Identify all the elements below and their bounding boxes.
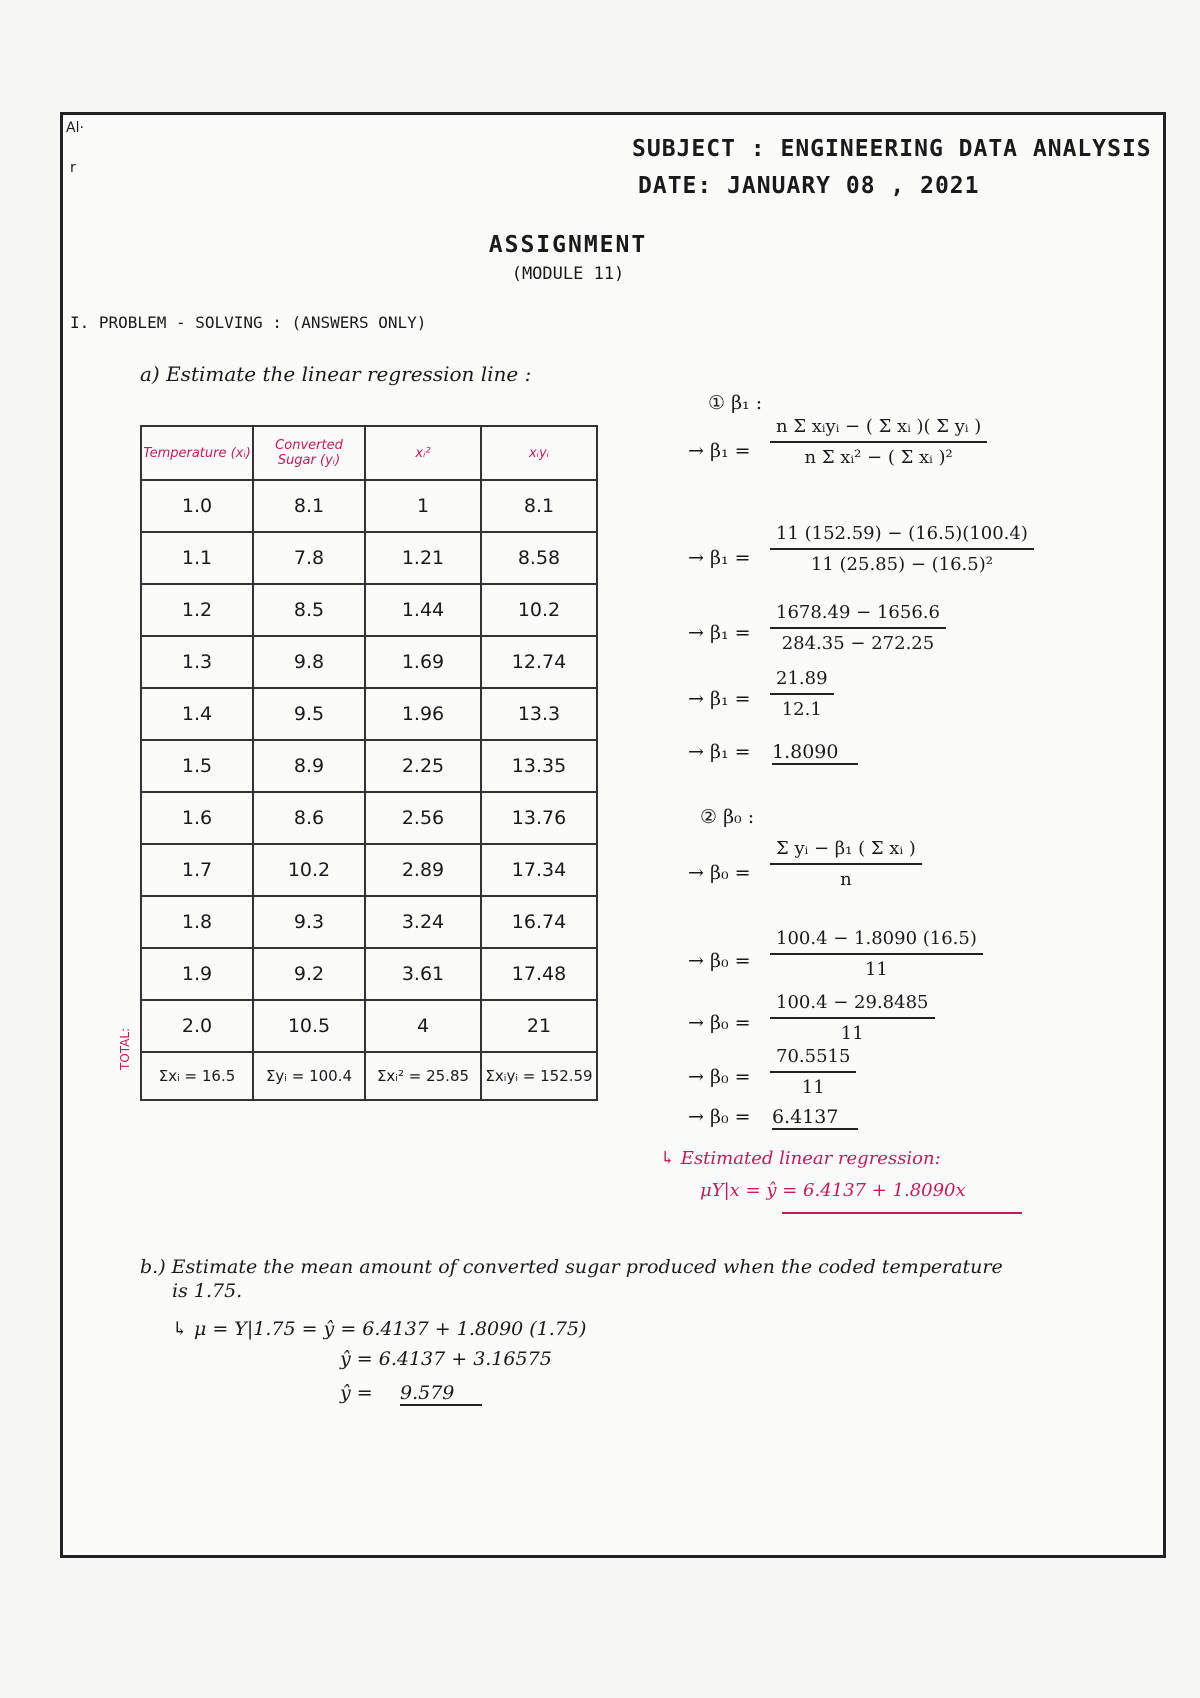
cell-temperature: 1.5 bbox=[141, 740, 253, 792]
cell-x-squared: 2.56 bbox=[365, 792, 481, 844]
col-temperature: Temperature (xᵢ) bbox=[141, 426, 253, 480]
beta1-step3-denominator: 12.1 bbox=[781, 699, 822, 720]
cell-x-squared: 1.21 bbox=[365, 532, 481, 584]
beta0-step3-denominator: 11 bbox=[801, 1077, 825, 1098]
cell-xy: 8.1 bbox=[481, 480, 597, 532]
cell-xy: 21 bbox=[481, 1000, 597, 1052]
cell-converted-sugar: 7.8 bbox=[253, 532, 365, 584]
cell-xy: 17.48 bbox=[481, 948, 597, 1000]
col-x-squared: xᵢ² bbox=[365, 426, 481, 480]
cell-temperature: 1.8 bbox=[141, 896, 253, 948]
estimated-underline bbox=[782, 1212, 1022, 1214]
beta1-lhs-1: → β₁ = bbox=[688, 440, 751, 462]
corner-mark: Al· bbox=[66, 120, 84, 136]
corner-mark-2: r bbox=[70, 160, 76, 176]
beta1-substitution bbox=[770, 523, 1034, 575]
cell-temperature: 1.4 bbox=[141, 688, 253, 740]
part-b-question-2: is 1.75. bbox=[172, 1280, 243, 1302]
cell-temperature: 1.1 bbox=[141, 532, 253, 584]
beta1-lhs-5: → β₁ = bbox=[688, 741, 751, 763]
beta0-step2-numerator: 100.4 − 29.8485 bbox=[770, 992, 935, 1019]
beta1-step3 bbox=[770, 668, 834, 720]
beta0-formula-numerator: Σ yᵢ − β₁ ( Σ xᵢ ) bbox=[770, 838, 922, 865]
cell-temperature: 1.0 bbox=[141, 480, 253, 532]
beta0-formula-denominator: n bbox=[840, 869, 852, 890]
cell-xy: 17.34 bbox=[481, 844, 597, 896]
beta0-step3 bbox=[770, 1046, 856, 1098]
cell-temperature: 1.9 bbox=[141, 948, 253, 1000]
beta0-lhs-3: → β₀ = bbox=[688, 1012, 751, 1034]
cell-xy: 16.74 bbox=[481, 896, 597, 948]
cell-xy: 12.74 bbox=[481, 636, 597, 688]
table-header-row bbox=[141, 426, 597, 480]
table-row bbox=[141, 896, 597, 948]
table-body bbox=[141, 480, 597, 1052]
cell-converted-sugar: 8.1 bbox=[253, 480, 365, 532]
beta1-step2-numerator: 1678.49 − 1656.6 bbox=[770, 602, 946, 629]
table-row bbox=[141, 792, 597, 844]
table-row bbox=[141, 584, 597, 636]
beta1-formula-numerator: n Σ xᵢyᵢ − ( Σ xᵢ )( Σ yᵢ ) bbox=[770, 416, 987, 443]
table-row bbox=[141, 1000, 597, 1052]
estimated-equation: μY|x = ŷ = 6.4137 + 1.8090x bbox=[700, 1180, 966, 1201]
table-row bbox=[141, 480, 597, 532]
cell-converted-sugar: 8.6 bbox=[253, 792, 365, 844]
beta1-heading: ① β₁ : bbox=[708, 392, 763, 414]
total-label: TOTAL: bbox=[118, 1027, 132, 1070]
beta0-result: 6.4137 bbox=[772, 1106, 858, 1130]
cell-converted-sugar: 8.5 bbox=[253, 584, 365, 636]
beta1-sub-denominator: 11 (25.85) − (16.5)² bbox=[810, 554, 993, 575]
assignment-title: ASSIGNMENT bbox=[488, 232, 648, 258]
cell-xy: 10.2 bbox=[481, 584, 597, 636]
part-b-answer: 9.579 bbox=[400, 1382, 482, 1406]
cell-converted-sugar: 9.8 bbox=[253, 636, 365, 688]
cell-temperature: 1.6 bbox=[141, 792, 253, 844]
total-xy: Σxᵢyᵢ = 152.59 bbox=[481, 1052, 597, 1100]
cell-x-squared: 2.89 bbox=[365, 844, 481, 896]
cell-x-squared: 1.96 bbox=[365, 688, 481, 740]
part-a-label: a) Estimate the linear regression line : bbox=[140, 362, 532, 386]
beta0-step2 bbox=[770, 992, 935, 1044]
beta1-lhs-4: → β₁ = bbox=[688, 688, 751, 710]
beta1-step3-numerator: 21.89 bbox=[770, 668, 834, 695]
cell-temperature: 1.2 bbox=[141, 584, 253, 636]
cell-xy: 8.58 bbox=[481, 532, 597, 584]
cell-converted-sugar: 8.9 bbox=[253, 740, 365, 792]
table-row bbox=[141, 844, 597, 896]
part-b-line1: ↳ μ = Y|1.75 = ŷ = 6.4137 + 1.8090 (1.75) bbox=[172, 1318, 587, 1340]
cell-x-squared: 1.44 bbox=[365, 584, 481, 636]
beta0-heading: ② β₀ : bbox=[700, 806, 755, 828]
cell-x-squared: 3.61 bbox=[365, 948, 481, 1000]
cell-converted-sugar: 10.2 bbox=[253, 844, 365, 896]
table-total-row bbox=[141, 1052, 597, 1100]
beta1-result: 1.8090 bbox=[772, 741, 858, 765]
part-b-line2: ŷ = 6.4137 + 3.16575 bbox=[340, 1348, 552, 1370]
part-b-question: b.) Estimate the mean amount of converted sugar produced when the coded temperature bbox=[140, 1256, 1003, 1278]
subject-line: SUBJECT : ENGINEERING DATA ANALYSIS bbox=[632, 136, 1152, 162]
beta1-formula bbox=[770, 416, 987, 468]
total-x-squared: Σxᵢ² = 25.85 bbox=[365, 1052, 481, 1100]
beta0-lhs-5: → β₀ = bbox=[688, 1106, 751, 1128]
cell-temperature: 1.3 bbox=[141, 636, 253, 688]
beta0-lhs-4: → β₀ = bbox=[688, 1066, 751, 1088]
cell-x-squared: 2.25 bbox=[365, 740, 481, 792]
beta0-substitution bbox=[770, 928, 983, 980]
beta0-lhs-2: → β₀ = bbox=[688, 950, 751, 972]
beta1-lhs-2: → β₁ = bbox=[688, 547, 751, 569]
cell-x-squared: 1.69 bbox=[365, 636, 481, 688]
estimated-label: ↳ Estimated linear regression: bbox=[660, 1148, 941, 1169]
part-b-line3-prefix: ŷ = bbox=[340, 1382, 373, 1404]
table-row bbox=[141, 740, 597, 792]
table-row bbox=[141, 688, 597, 740]
beta1-lhs-3: → β₁ = bbox=[688, 622, 751, 644]
cell-converted-sugar: 10.5 bbox=[253, 1000, 365, 1052]
cell-converted-sugar: 9.2 bbox=[253, 948, 365, 1000]
beta0-step3-numerator: 70.5515 bbox=[770, 1046, 856, 1073]
cell-converted-sugar: 9.3 bbox=[253, 896, 365, 948]
col-xy: xᵢyᵢ bbox=[481, 426, 597, 480]
cell-xy: 13.35 bbox=[481, 740, 597, 792]
total-x: Σxᵢ = 16.5 bbox=[141, 1052, 253, 1100]
section-heading: I. PROBLEM - SOLVING : (ANSWERS ONLY) bbox=[70, 313, 427, 332]
beta1-sub-numerator: 11 (152.59) − (16.5)(100.4) bbox=[770, 523, 1034, 550]
beta1-step2-denominator: 284.35 − 272.25 bbox=[781, 633, 935, 654]
beta0-formula bbox=[770, 838, 922, 890]
cell-x-squared: 3.24 bbox=[365, 896, 481, 948]
date-line: DATE: JANUARY 08 , 2021 bbox=[638, 173, 980, 199]
total-y: Σyᵢ = 100.4 bbox=[253, 1052, 365, 1100]
beta0-sub-numerator: 100.4 − 1.8090 (16.5) bbox=[770, 928, 983, 955]
module-subtitle: (MODULE 11) bbox=[511, 264, 625, 284]
table-row bbox=[141, 636, 597, 688]
cell-converted-sugar: 9.5 bbox=[253, 688, 365, 740]
cell-xy: 13.76 bbox=[481, 792, 597, 844]
table-row bbox=[141, 532, 597, 584]
beta1-formula-denominator: n Σ xᵢ² − ( Σ xᵢ )² bbox=[804, 447, 953, 468]
cell-x-squared: 1 bbox=[365, 480, 481, 532]
table-row bbox=[141, 948, 597, 1000]
cell-xy: 13.3 bbox=[481, 688, 597, 740]
regression-table bbox=[140, 425, 598, 1101]
col-converted-sugar: Converted Sugar (yᵢ) bbox=[253, 426, 365, 480]
beta0-lhs-1: → β₀ = bbox=[688, 862, 751, 884]
cell-temperature: 1.7 bbox=[141, 844, 253, 896]
cell-x-squared: 4 bbox=[365, 1000, 481, 1052]
beta0-sub-denominator: 11 bbox=[864, 959, 888, 980]
beta1-step2 bbox=[770, 602, 946, 654]
cell-temperature: 2.0 bbox=[141, 1000, 253, 1052]
beta0-step2-denominator: 11 bbox=[840, 1023, 864, 1044]
